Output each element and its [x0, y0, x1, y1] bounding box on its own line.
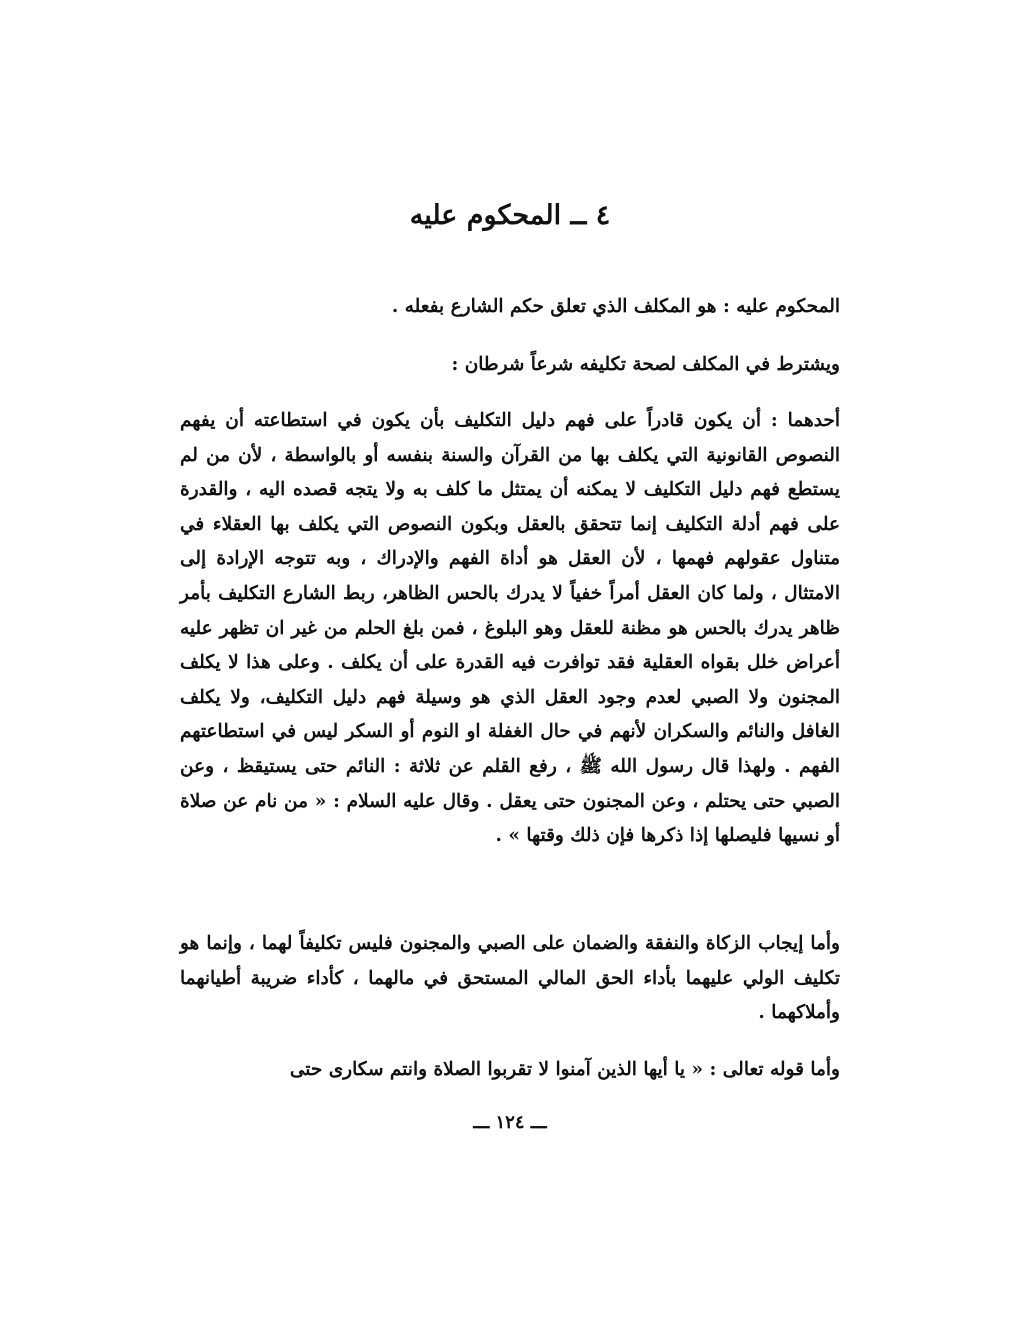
- paragraph-conditions: ويشترط في المكلف لصحة تكليفه شرعاً شرطان :: [451, 354, 840, 375]
- paragraph-definition: المحكوم عليه : هو المكلف الذي تعلق حكم الشارع بفعله .: [391, 296, 840, 317]
- paragraph-zakat: وأما إيجاب الزكاة والنفقة والضمان على الصبي والمجنون فليس تكليفاً لهما ، وإنما هو تكليف الولي عليهما بأداء الحق المالي المستحق في مالهما ، كأداء ضريبة أطيانهما وأملاكهما .: [180, 933, 840, 1024]
- page-number: ـــ ١٢٤ ـــ: [473, 1112, 547, 1133]
- paragraph-quran-verse: وأما قوله تعالى : « يا أيها الذين آمنوا لا تقربوا الصلاة وانتم سكارى حتى: [289, 1059, 840, 1080]
- paragraph-first-condition: أحدهما : أن يكون قادراً على فهم دليل التكليف بأن يكون في استطاعته أن يفهم النصوص القانونية التي يكلف بها من القرآن والسنة بنفسه أو بالواسطة ، لأن من لم يستطع فهم دليل التكليف لا يمكنه أن يمتثل ما كلف به ولا يتجه قصده اليه ، والقدرة على فهم أدلة التكليف إنما تتحقق بالعقل وبكون النصوص التي يكلف بها العقلاء في متناول عقولهم فهمها ، لأن العقل هو أداة الفهم والإدراك ، وبه تتوجه الإرادة إلى الامتثال ، ولما كان العقل أمراً خفياً لا يدرك بالحس الظاهر، ربط الشارع التكليف بأمر ظاهر يدرك بالحس هو مظنة للعقل وهو البلوغ ، فمن بلغ الحلم من غير ان تظهر عليه أعراض خلل بقواه العقلية فقد توافرت فيه القدرة على أن يكلف . وعلى هذا لا يكلف المجنون ولا الصبي لعدم وجود العقل الذي هو وسيلة فهم دليل التكليف، ولا يكلف الغافل والنائم والسكران لأنهم في حال الغفلة او النوم أو السكر ليس في استطاعتهم الفهم . ولهذا قال رسول الله ﷺ ، رفع القلم عن ثلاثة : النائم حتى يستيقظ ، وعن الصبي حتى يحتلم ، وعن المجنون حتى يعقل . وقال عليه السلام : « من نام عن صلاة أو نسيها فليصلها إذا ذكرها فإن ذلك وقتها » .: [180, 410, 840, 847]
- section-title: ٤ ــ المحكوم عليه: [409, 200, 611, 231]
